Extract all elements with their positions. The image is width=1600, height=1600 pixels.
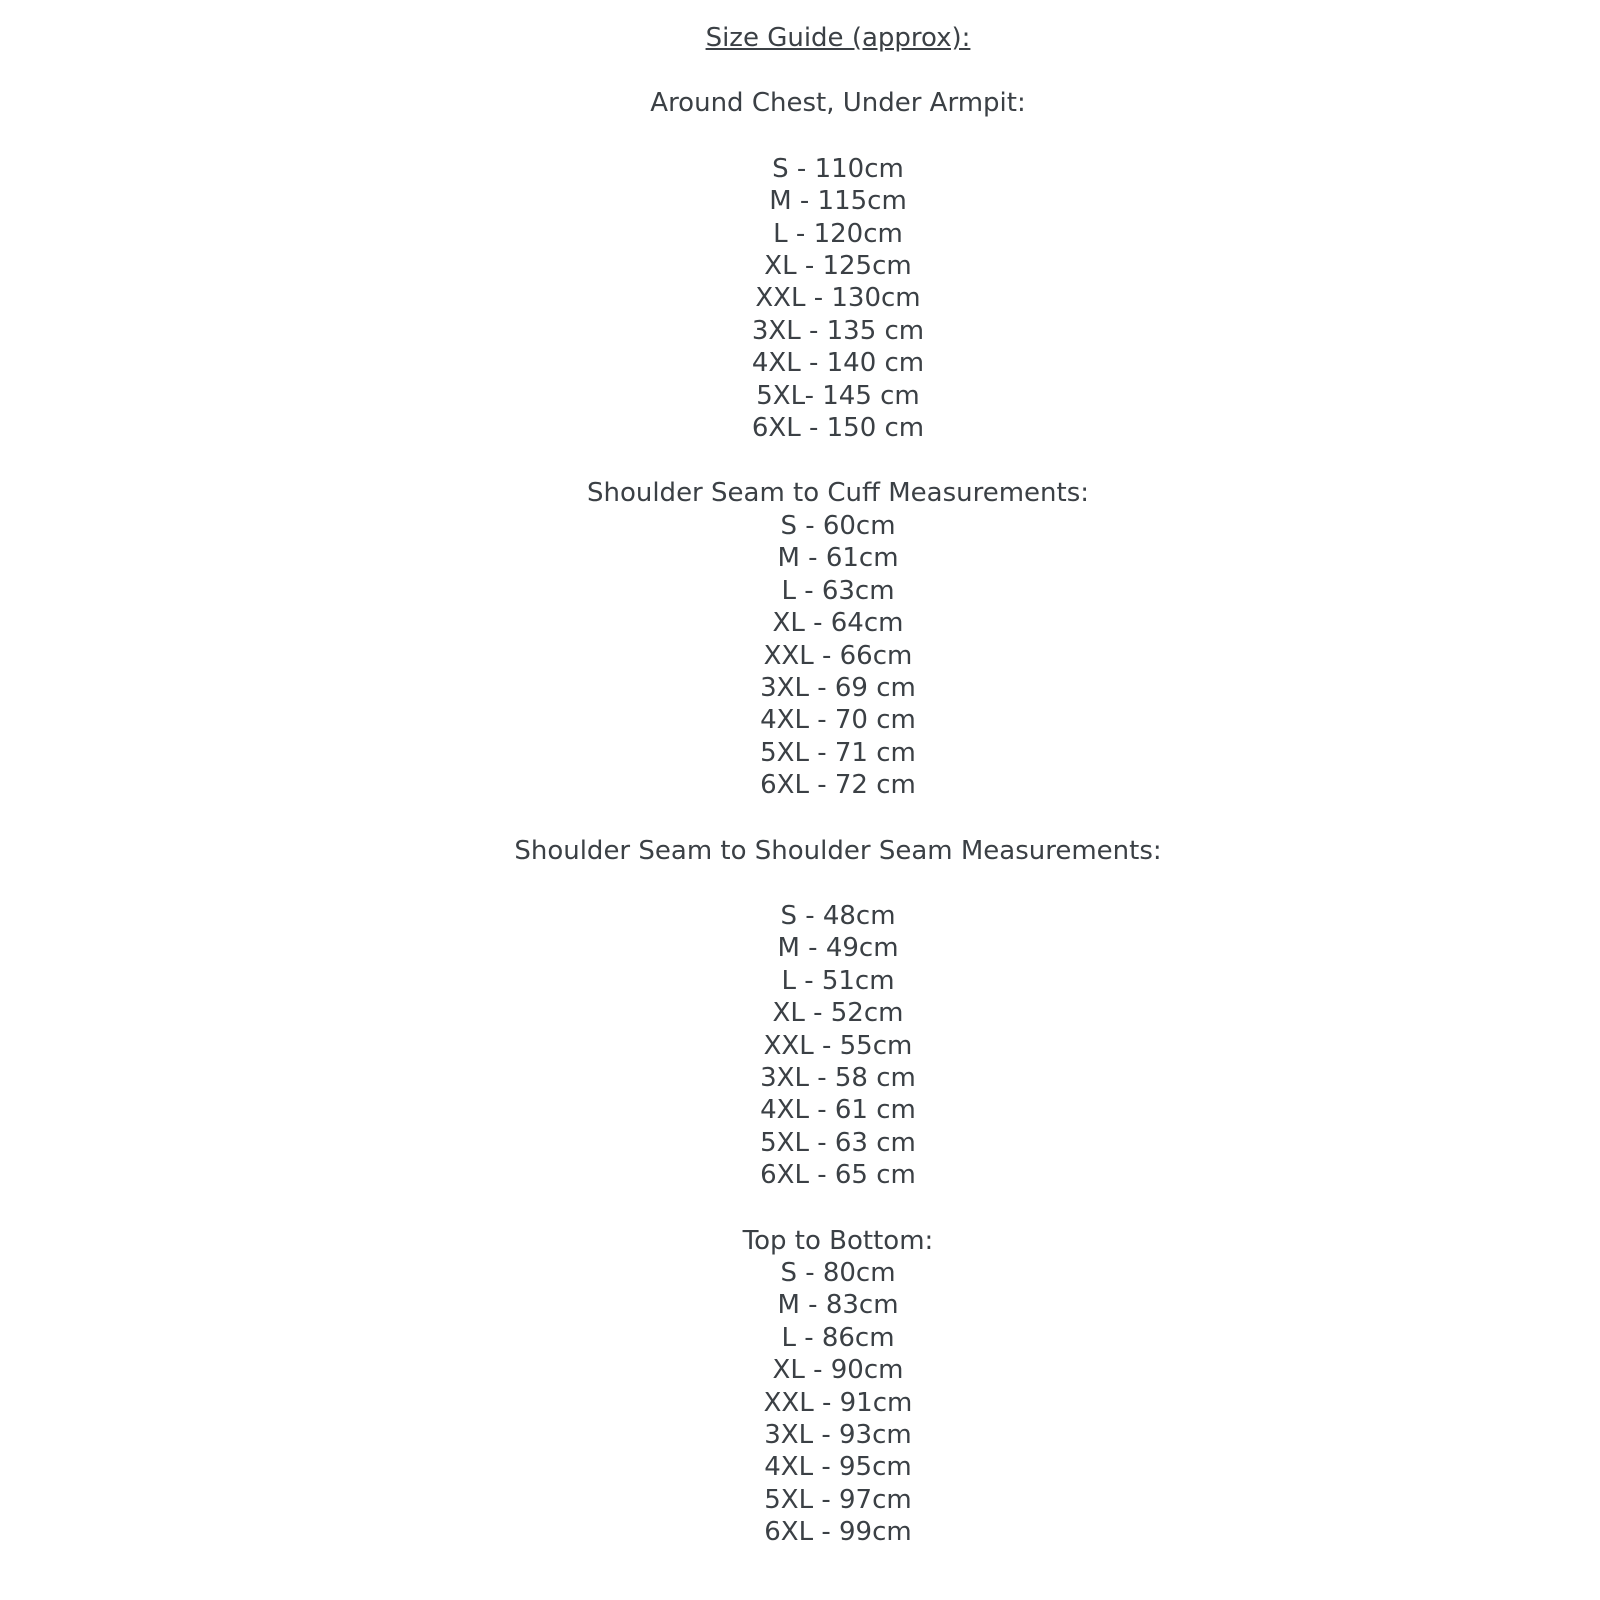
size-row: 3XL - 135 cm — [751, 315, 925, 346]
section-heading-around-chest: Around Chest, Under Armpit: — [650, 88, 1026, 119]
section-shoulder-to-cuff — [38, 477, 1600, 801]
size-row: 4XL - 140 cm — [751, 348, 925, 379]
size-row: XXL - 55cm — [763, 1030, 913, 1061]
size-guide-title: Size Guide (approx): — [705, 23, 971, 53]
size-row: XL - 125cm — [764, 251, 912, 282]
section-heading-shoulder-to-cuff: Shoulder Seam to Cuff Measurements: — [586, 478, 1090, 509]
size-row: 6XL - 99cm — [764, 1517, 912, 1548]
section-heading-top-to-bottom: Top to Bottom: — [742, 1225, 934, 1256]
size-row: 3XL - 69 cm — [760, 672, 916, 703]
size-row: L - 63cm — [781, 575, 895, 606]
size-row: 5XL - 63 cm — [760, 1127, 916, 1158]
size-row: 3XL - 58 cm — [760, 1062, 916, 1093]
size-row: XL - 52cm — [772, 998, 904, 1029]
size-row: S - 48cm — [780, 900, 896, 931]
size-row: 6XL - 72 cm — [760, 770, 916, 801]
size-guide-content — [38, 22, 1600, 1549]
size-row: 4XL - 61 cm — [760, 1095, 916, 1126]
size-row: M - 115cm — [769, 186, 907, 217]
size-row: XL - 90cm — [772, 1355, 904, 1386]
size-row: XXL - 130cm — [755, 283, 921, 314]
section-shoulder-to-shoulder — [38, 835, 1600, 1192]
size-row: 3XL - 93cm — [764, 1420, 912, 1451]
size-row: M - 83cm — [777, 1290, 899, 1321]
size-row: 5XL - 71 cm — [760, 737, 916, 768]
size-row: 5XL - 97cm — [764, 1484, 912, 1515]
section-top-to-bottom — [38, 1225, 1600, 1549]
section-heading-shoulder-to-shoulder: Shoulder Seam to Shoulder Seam Measurements: — [514, 835, 1162, 866]
size-row: 6XL - 65 cm — [760, 1160, 916, 1191]
size-row: L - 120cm — [773, 218, 903, 249]
size-row: S - 110cm — [772, 153, 904, 184]
size-row: XL - 64cm — [772, 608, 904, 639]
size-row: 4XL - 95cm — [764, 1452, 912, 1483]
size-row: L - 51cm — [781, 965, 895, 996]
size-row: 6XL - 150 cm — [751, 413, 925, 444]
size-row: M - 49cm — [777, 933, 899, 964]
size-row: M - 61cm — [777, 543, 899, 574]
size-row: L - 86cm — [781, 1322, 895, 1353]
section-around-chest — [38, 87, 1600, 444]
size-row: S - 80cm — [780, 1258, 896, 1288]
size-row: S - 60cm — [780, 510, 896, 541]
size-row: XXL - 66cm — [763, 640, 913, 671]
size-row: 4XL - 70 cm — [760, 705, 916, 736]
size-row: XXL - 91cm — [763, 1387, 913, 1418]
size-row: 5XL- 145 cm — [756, 380, 920, 411]
